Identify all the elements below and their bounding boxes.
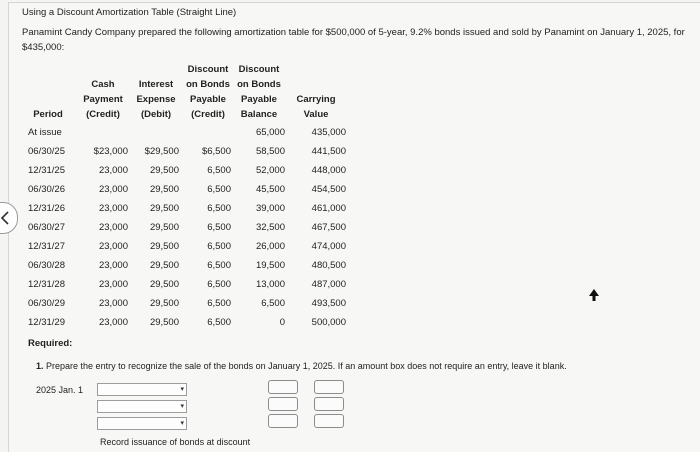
cell-period: 06/30/28 (28, 260, 65, 271)
cell-carrying: 461,000 (311, 203, 346, 214)
cell-interest: 29,500 (149, 165, 179, 176)
cell-cash: 23,000 (98, 203, 128, 214)
cell-amort: 6,500 (207, 298, 231, 309)
question-number: 1. (36, 361, 44, 371)
cell-period: 06/30/27 (28, 222, 65, 233)
cell-period: 12/31/29 (28, 317, 65, 328)
cell-interest: 29,500 (149, 260, 179, 271)
chevron-left-icon (0, 210, 11, 226)
cell-carrying: 474,000 (311, 241, 346, 252)
dropdown-arrow-icon: ▾ (180, 420, 184, 427)
debit-input-1[interactable] (268, 380, 298, 394)
page-title: Using a Discount Amortization Table (Straight Line) (22, 7, 237, 18)
cell-carrying: 435,000 (311, 127, 346, 138)
cell-cash: 23,000 (98, 260, 128, 271)
cell-cash: 23,000 (98, 298, 128, 309)
cell-interest: 29,500 (149, 203, 179, 214)
cell-amort: 6,500 (207, 317, 231, 328)
cell-balance: 39,000 (255, 203, 285, 214)
credit-input-1[interactable] (314, 380, 344, 394)
cell-amort: $6,500 (201, 146, 231, 157)
cell-cash: 23,000 (98, 241, 128, 252)
cell-balance: 32,500 (255, 222, 285, 233)
cell-interest: 29,500 (149, 222, 179, 233)
header-period: Period (33, 109, 63, 120)
header-interest: Interest Expense (Debit) (136, 79, 176, 120)
cell-carrying: 487,000 (311, 279, 346, 290)
header-carrying-value: Carrying Value (296, 94, 336, 120)
cell-balance: 0 (279, 317, 285, 328)
cell-period: At issue (28, 127, 62, 138)
problem-intro: Panamint Candy Company prepared the following amortization table for $500,000 of 5-year, 9.2% bonds issued and sold by Panamint on January 1, 2025, for $435,000: (22, 27, 685, 53)
cell-cash: 23,000 (98, 279, 128, 290)
cell-balance: 13,000 (255, 279, 285, 290)
cell-period: 06/30/29 (28, 298, 65, 309)
cell-amort: 6,500 (207, 165, 231, 176)
cell-interest: 29,500 (149, 279, 179, 290)
account-select-3[interactable] (97, 417, 187, 430)
cell-amort: 6,500 (207, 203, 231, 214)
cell-carrying: 441,500 (311, 146, 346, 157)
cell-interest: 29,500 (149, 241, 179, 252)
account-select-1[interactable] (97, 383, 187, 396)
header-cash: Cash Payment (Credit) (83, 79, 123, 120)
account-select-2[interactable] (97, 400, 187, 413)
cell-cash: 23,000 (98, 317, 128, 328)
debit-input-2[interactable] (268, 397, 298, 411)
cell-interest: 29,500 (149, 184, 179, 195)
cell-balance: 45,500 (255, 184, 285, 195)
cell-amort: 6,500 (207, 241, 231, 252)
cell-amort: 6,500 (207, 222, 231, 233)
cell-period: 12/31/25 (28, 165, 65, 176)
cell-carrying: 500,000 (311, 317, 346, 328)
header-discount-amortization: Discount on Bonds Payable (Credit) (186, 64, 230, 120)
cell-cash: 23,000 (98, 184, 128, 195)
cell-carrying: 454,500 (311, 184, 346, 195)
question-1 (36, 361, 567, 371)
cell-amort: 6,500 (207, 184, 231, 195)
cell-interest: 29,500 (149, 317, 179, 328)
cell-period: 06/30/25 (28, 146, 65, 157)
cell-interest: $29,500 (144, 146, 179, 157)
dropdown-arrow-icon: ▾ (180, 386, 184, 393)
cell-balance: 26,000 (255, 241, 285, 252)
entry-date: 2025 Jan. 1 (36, 385, 84, 395)
cell-interest: 29,500 (149, 298, 179, 309)
cell-amort: 6,500 (207, 260, 231, 271)
cell-amort: 6,500 (207, 279, 231, 290)
dropdown-arrow-icon: ▾ (180, 403, 184, 410)
credit-input-3[interactable] (314, 414, 344, 428)
cell-balance: 19,500 (255, 260, 285, 271)
cell-cash: 23,000 (98, 165, 128, 176)
cell-carrying: 480,500 (311, 260, 346, 271)
cell-balance: 6,500 (261, 298, 285, 309)
debit-input-3[interactable] (268, 414, 298, 428)
cell-period: 12/31/26 (28, 203, 65, 214)
cell-carrying: 448,000 (311, 165, 346, 176)
cell-period: 06/30/26 (28, 184, 65, 195)
cell-balance: 58,500 (255, 146, 285, 157)
entry-note: Record issuance of bonds at discount (100, 437, 251, 447)
header-discount-balance: Discount on Bonds Payable Balance (237, 64, 281, 120)
cell-balance: 52,000 (255, 165, 285, 176)
cell-period: 12/31/27 (28, 241, 65, 252)
cell-carrying: 493,500 (311, 298, 346, 309)
cell-period: 12/31/28 (28, 279, 65, 290)
required-heading: Required: (28, 338, 73, 349)
cell-balance: 65,000 (255, 127, 285, 138)
credit-input-2[interactable] (314, 397, 344, 411)
cell-cash: $23,000 (93, 146, 128, 157)
cell-carrying: 467,500 (311, 222, 346, 233)
mouse-pointer-icon (589, 289, 599, 301)
cell-cash: 23,000 (98, 222, 128, 233)
question-text: Prepare the entry to recognize the sale of the bonds on January 1, 2025. If an amount box does not require an entry, leave it blank. (46, 361, 567, 371)
